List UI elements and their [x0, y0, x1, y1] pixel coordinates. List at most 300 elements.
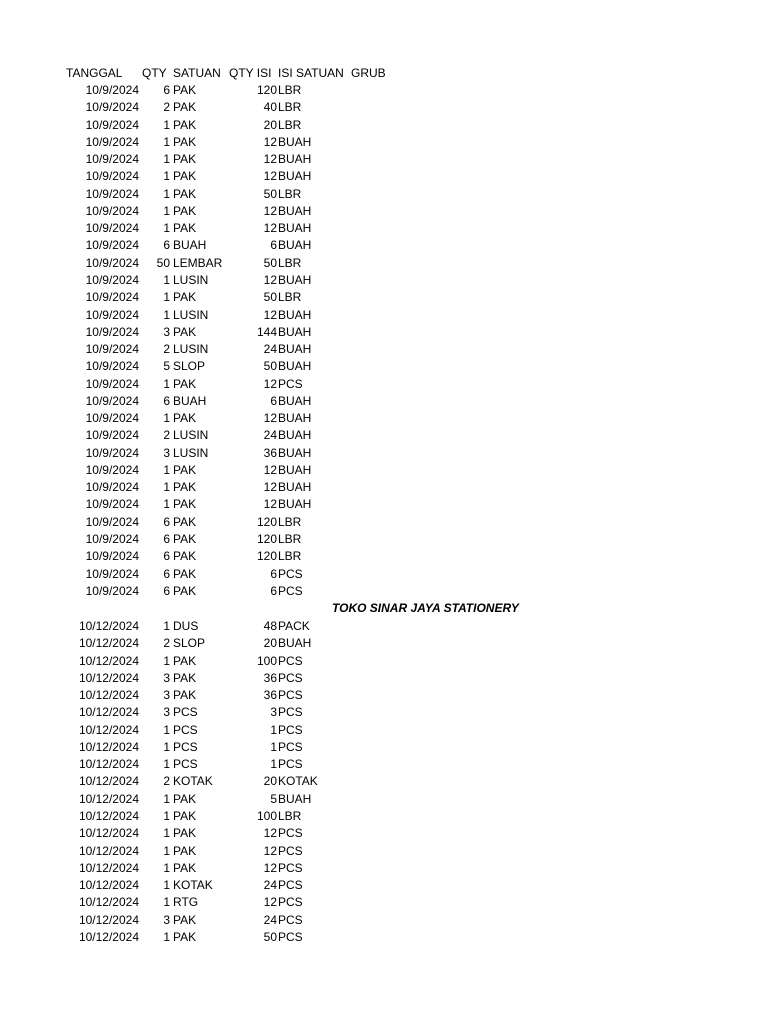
table-row: [0, 653, 768, 670]
cell-isi-satuan: PCS: [278, 739, 303, 754]
cell-qty-isi: 12: [263, 134, 277, 149]
cell-tanggal: 10/9/2024: [85, 566, 139, 581]
cell-qty: 6: [163, 514, 170, 529]
cell-qty: 1: [163, 307, 170, 322]
cell-qty-isi: 5: [270, 791, 277, 806]
store-banner: TOKO SINAR JAYA STATIONERY: [332, 601, 519, 615]
table-row: [0, 860, 768, 877]
table-row: [0, 670, 768, 687]
cell-satuan: PAK: [173, 514, 197, 529]
cell-isi-satuan: KOTAK: [278, 774, 318, 789]
cell-qty: 3: [163, 688, 170, 703]
cell-tanggal: 10/9/2024: [85, 152, 139, 167]
table-row: [0, 894, 768, 911]
cell-qty: 1: [163, 860, 170, 875]
cell-satuan: PAK: [173, 290, 197, 305]
cell-isi-satuan: PCS: [278, 688, 303, 703]
cell-satuan: PAK: [173, 324, 197, 339]
cell-satuan: PAK: [173, 929, 197, 944]
cell-qty: 5: [163, 359, 170, 374]
cell-satuan: RTG: [173, 895, 199, 910]
table-row: [0, 168, 768, 185]
cell-satuan: BUAH: [173, 393, 207, 408]
cell-tanggal: 10/12/2024: [78, 722, 139, 737]
cell-qty-isi: 36: [263, 688, 277, 703]
cell-qty-isi: 6: [270, 238, 277, 253]
cell-satuan: PAK: [173, 860, 197, 875]
table-row: [0, 773, 768, 790]
cell-qty: 1: [163, 619, 170, 633]
cell-isi-satuan: PCS: [278, 895, 303, 910]
cell-qty-isi: 50: [263, 186, 277, 201]
cell-tanggal: 10/9/2024: [85, 514, 139, 529]
cell-isi-satuan: LBR: [278, 514, 302, 529]
cell-isi-satuan: BUAH: [278, 497, 312, 512]
cell-qty-isi: 24: [263, 428, 277, 443]
cell-isi-satuan: BUAH: [278, 134, 312, 149]
cell-satuan: PAK: [173, 549, 197, 564]
cell-tanggal: 10/9/2024: [85, 428, 139, 443]
cell-qty-isi: 12: [263, 307, 277, 322]
cell-isi-satuan: BUAH: [278, 203, 312, 218]
cell-satuan: SLOP: [173, 636, 206, 651]
cell-qty: 1: [163, 808, 170, 823]
cell-isi-satuan: LBR: [278, 290, 302, 305]
cell-qty-isi: 12: [263, 860, 277, 875]
table-row: [0, 237, 768, 254]
cell-satuan: PAK: [173, 653, 197, 668]
header-isi-satuan: ISI SATUAN: [278, 66, 344, 80]
cell-tanggal: 10/12/2024: [78, 929, 139, 944]
header-satuan: SATUAN: [173, 66, 221, 80]
cell-qty-isi: 12: [263, 480, 277, 495]
cell-isi-satuan: PCS: [278, 583, 303, 598]
cell-qty-isi: 24: [263, 342, 277, 357]
cell-tanggal: 10/12/2024: [78, 739, 139, 754]
header-qty-isi: QTY ISI: [229, 66, 272, 80]
table-row: [0, 324, 768, 341]
cell-tanggal: 10/9/2024: [85, 290, 139, 305]
cell-qty: 2: [163, 636, 170, 651]
cell-isi-satuan: BUAH: [278, 307, 312, 322]
cell-isi-satuan: PCS: [278, 722, 303, 737]
cell-satuan: PAK: [173, 808, 197, 823]
table-row: [0, 462, 768, 479]
cell-tanggal: 10/9/2024: [85, 376, 139, 391]
cell-tanggal: 10/9/2024: [85, 445, 139, 460]
cell-qty-isi: 12: [263, 152, 277, 167]
cell-satuan: PAK: [173, 186, 197, 201]
cell-satuan: PAK: [173, 152, 197, 167]
cell-isi-satuan: LBR: [278, 549, 302, 564]
cell-isi-satuan: LBR: [278, 532, 302, 547]
table-row: [0, 531, 768, 548]
cell-tanggal: 10/9/2024: [85, 462, 139, 477]
table-row: [0, 220, 768, 237]
cell-qty: 6: [163, 83, 170, 97]
cell-tanggal: 10/12/2024: [78, 757, 139, 772]
cell-satuan: LUSIN: [173, 307, 209, 322]
cell-qty: 1: [163, 895, 170, 910]
cell-satuan: PAK: [173, 411, 197, 426]
cell-isi-satuan: PCS: [278, 826, 303, 841]
cell-satuan: PAK: [173, 83, 197, 97]
cell-qty-isi: 6: [270, 583, 277, 598]
cell-satuan: DUS: [173, 619, 199, 633]
table-row: [0, 307, 768, 324]
table-row: [0, 566, 768, 583]
cell-tanggal: 10/12/2024: [78, 619, 139, 633]
cell-isi-satuan: BUAH: [278, 342, 312, 357]
cell-tanggal: 10/9/2024: [85, 238, 139, 253]
cell-qty-isi: 50: [263, 929, 277, 944]
cell-qty: 1: [163, 290, 170, 305]
cell-qty: 3: [163, 705, 170, 720]
cell-tanggal: 10/9/2024: [85, 255, 139, 270]
cell-qty: 1: [163, 462, 170, 477]
cell-qty-isi: 120: [256, 549, 277, 564]
cell-satuan: LUSIN: [173, 342, 209, 357]
table-row: [0, 341, 768, 358]
cell-isi-satuan: BUAH: [278, 152, 312, 167]
cell-qty-isi: 12: [263, 843, 277, 858]
cell-qty: 2: [163, 774, 170, 789]
table-row: [0, 912, 768, 929]
cell-isi-satuan: LBR: [278, 100, 302, 115]
cell-tanggal: 10/9/2024: [85, 583, 139, 598]
table-row: [0, 393, 768, 410]
cell-isi-satuan: PCS: [278, 670, 303, 685]
header-row: [0, 65, 768, 82]
cell-qty-isi: 12: [263, 895, 277, 910]
cell-qty: 3: [163, 912, 170, 927]
cell-qty: 1: [163, 272, 170, 287]
cell-qty-isi: 20: [263, 117, 277, 132]
cell-tanggal: 10/12/2024: [78, 636, 139, 651]
cell-isi-satuan: PCS: [278, 376, 303, 391]
cell-isi-satuan: PCS: [278, 653, 303, 668]
cell-tanggal: 10/12/2024: [78, 912, 139, 927]
cell-tanggal: 10/9/2024: [85, 480, 139, 495]
cell-qty: 1: [163, 826, 170, 841]
cell-tanggal: 10/9/2024: [85, 532, 139, 547]
table-row: [0, 82, 768, 99]
cell-isi-satuan: PCS: [278, 912, 303, 927]
table-row: [0, 756, 768, 773]
table-row: [0, 99, 768, 116]
cell-isi-satuan: BUAH: [278, 636, 312, 651]
cell-satuan: PAK: [173, 670, 197, 685]
header-qty: QTY: [142, 66, 167, 80]
cell-qty-isi: 40: [263, 100, 277, 115]
cell-satuan: PCS: [173, 757, 198, 772]
cell-qty-isi: 50: [263, 290, 277, 305]
cell-tanggal: 10/9/2024: [85, 342, 139, 357]
cell-isi-satuan: BUAH: [278, 393, 312, 408]
cell-tanggal: 10/12/2024: [78, 653, 139, 668]
cell-isi-satuan: BUAH: [278, 480, 312, 495]
cell-satuan: PAK: [173, 843, 197, 858]
cell-satuan: PAK: [173, 376, 197, 391]
cell-qty: 6: [163, 532, 170, 547]
table-row: [0, 358, 768, 375]
cell-isi-satuan: LBR: [278, 808, 302, 823]
table-row: [0, 704, 768, 721]
table-row: [0, 186, 768, 203]
cell-satuan: LUSIN: [173, 428, 209, 443]
cell-satuan: PCS: [173, 705, 198, 720]
cell-qty: 1: [163, 791, 170, 806]
cell-qty: 1: [163, 169, 170, 184]
cell-qty-isi: 36: [263, 670, 277, 685]
cell-tanggal: 10/12/2024: [78, 774, 139, 789]
cell-isi-satuan: BUAH: [278, 428, 312, 443]
cell-tanggal: 10/12/2024: [78, 705, 139, 720]
table-row: [0, 843, 768, 860]
cell-tanggal: 10/9/2024: [85, 83, 139, 97]
cell-satuan: PAK: [173, 221, 197, 236]
table-row: [0, 791, 768, 808]
cell-qty-isi: 3: [270, 705, 277, 720]
table-row: [0, 877, 768, 894]
cell-isi-satuan: LBR: [278, 255, 302, 270]
cell-satuan: PAK: [173, 532, 197, 547]
cell-isi-satuan: BUAH: [278, 462, 312, 477]
table-row: [0, 496, 768, 513]
cell-satuan: PAK: [173, 480, 197, 495]
cell-qty: 1: [163, 843, 170, 858]
cell-qty-isi: 6: [270, 566, 277, 581]
cell-qty-isi: 12: [263, 826, 277, 841]
table-row: [0, 929, 768, 946]
cell-qty: 1: [163, 186, 170, 201]
cell-satuan: PAK: [173, 688, 197, 703]
cell-satuan: PAK: [173, 134, 197, 149]
cell-qty: 2: [163, 342, 170, 357]
table-row: [0, 151, 768, 168]
cell-isi-satuan: BUAH: [278, 791, 312, 806]
cell-satuan: PAK: [173, 462, 197, 477]
cell-qty: 6: [163, 583, 170, 598]
cell-tanggal: 10/9/2024: [85, 100, 139, 115]
header-tanggal: TANGGAL: [66, 66, 123, 80]
cell-qty: 1: [163, 653, 170, 668]
cell-satuan: PAK: [173, 826, 197, 841]
cell-isi-satuan: PCS: [278, 705, 303, 720]
cell-tanggal: 10/9/2024: [85, 169, 139, 184]
cell-qty: 1: [163, 722, 170, 737]
table-row: [0, 203, 768, 220]
cell-qty: 1: [163, 117, 170, 132]
cell-isi-satuan: LBR: [278, 186, 302, 201]
cell-tanggal: 10/9/2024: [85, 324, 139, 339]
cell-isi-satuan: BUAH: [278, 238, 312, 253]
cell-qty: 6: [163, 549, 170, 564]
cell-qty-isi: 120: [256, 514, 277, 529]
cell-qty: 3: [163, 324, 170, 339]
cell-satuan: PAK: [173, 791, 197, 806]
cell-satuan: LEMBAR: [173, 255, 223, 270]
cell-qty-isi: 50: [263, 255, 277, 270]
table-row: [0, 548, 768, 565]
cell-tanggal: 10/12/2024: [78, 808, 139, 823]
cell-satuan: PCS: [173, 739, 198, 754]
cell-satuan: PAK: [173, 566, 197, 581]
cell-qty-isi: 120: [256, 83, 277, 97]
cell-qty-isi: 12: [263, 203, 277, 218]
cell-satuan: BUAH: [173, 238, 207, 253]
cell-isi-satuan: LBR: [278, 117, 302, 132]
cell-tanggal: 10/9/2024: [85, 549, 139, 564]
cell-qty-isi: 12: [263, 462, 277, 477]
table-row: [0, 583, 768, 600]
table-row: [0, 289, 768, 306]
cell-qty-isi: 12: [263, 169, 277, 184]
cell-satuan: PCS: [173, 722, 198, 737]
table-row: [0, 445, 768, 462]
cell-qty-isi: 24: [263, 878, 277, 893]
cell-tanggal: 10/12/2024: [78, 826, 139, 841]
cell-tanggal: 10/12/2024: [78, 688, 139, 703]
cell-qty-isi: 12: [263, 221, 277, 236]
cell-tanggal: 10/9/2024: [85, 393, 139, 408]
cell-qty-isi: 12: [263, 497, 277, 512]
cell-qty-isi: 6: [270, 393, 277, 408]
table-row: [0, 722, 768, 739]
cell-tanggal: 10/9/2024: [85, 411, 139, 426]
cell-qty: 1: [163, 134, 170, 149]
cell-isi-satuan: BUAH: [278, 445, 312, 460]
cell-qty: 1: [163, 152, 170, 167]
cell-qty: 1: [163, 497, 170, 512]
cell-qty: 6: [163, 393, 170, 408]
cell-qty: 3: [163, 445, 170, 460]
cell-qty: 1: [163, 376, 170, 391]
cell-qty: 1: [163, 203, 170, 218]
cell-tanggal: 10/9/2024: [85, 359, 139, 374]
cell-isi-satuan: PCS: [278, 757, 303, 772]
table-row: [0, 272, 768, 289]
cell-tanggal: 10/12/2024: [78, 843, 139, 858]
cell-qty-isi: 100: [256, 808, 277, 823]
cell-qty: 1: [163, 480, 170, 495]
cell-qty: 1: [163, 878, 170, 893]
cell-qty: 50: [156, 255, 170, 270]
cell-isi-satuan: PCS: [278, 878, 303, 893]
cell-satuan: SLOP: [173, 359, 206, 374]
cell-qty-isi: 1: [270, 739, 277, 754]
cell-satuan: KOTAK: [173, 774, 213, 789]
cell-isi-satuan: BUAH: [278, 169, 312, 184]
cell-qty-isi: 20: [263, 636, 277, 651]
header-grub: GRUB: [351, 66, 386, 80]
cell-tanggal: 10/9/2024: [85, 186, 139, 201]
cell-isi-satuan: BUAH: [278, 272, 312, 287]
cell-tanggal: 10/12/2024: [78, 860, 139, 875]
cell-isi-satuan: BUAH: [278, 221, 312, 236]
cell-qty-isi: 12: [263, 272, 277, 287]
cell-isi-satuan: PCS: [278, 843, 303, 858]
cell-tanggal: 10/9/2024: [85, 307, 139, 322]
cell-tanggal: 10/9/2024: [85, 203, 139, 218]
cell-tanggal: 10/12/2024: [78, 878, 139, 893]
cell-qty: 1: [163, 757, 170, 772]
cell-isi-satuan: PCS: [278, 929, 303, 944]
cell-isi-satuan: PCS: [278, 566, 303, 581]
table-row: [0, 255, 768, 272]
table-row: [0, 635, 768, 652]
cell-tanggal: 10/12/2024: [78, 670, 139, 685]
table-row: [0, 739, 768, 756]
table-row: [0, 376, 768, 393]
cell-qty-isi: 120: [256, 532, 277, 547]
cell-satuan: PAK: [173, 203, 197, 218]
cell-tanggal: 10/9/2024: [85, 221, 139, 236]
cell-qty: 3: [163, 670, 170, 685]
cell-isi-satuan: BUAH: [278, 324, 312, 339]
cell-qty: 2: [163, 100, 170, 115]
cell-qty: 6: [163, 566, 170, 581]
cell-satuan: LUSIN: [173, 445, 209, 460]
cell-qty-isi: 1: [270, 722, 277, 737]
cell-qty-isi: 100: [256, 653, 277, 668]
cell-satuan: KOTAK: [173, 878, 213, 893]
table-row: [0, 514, 768, 531]
cell-qty-isi: 1: [270, 757, 277, 772]
cell-isi-satuan: PACK: [278, 619, 310, 633]
cell-tanggal: 10/9/2024: [85, 497, 139, 512]
cell-qty-isi: 50: [263, 359, 277, 374]
cell-isi-satuan: BUAH: [278, 411, 312, 426]
cell-qty-isi: 24: [263, 912, 277, 927]
table-row: [0, 618, 768, 635]
table-row: [0, 410, 768, 427]
table-row: [0, 825, 768, 842]
cell-tanggal: 10/12/2024: [78, 895, 139, 910]
cell-satuan: PAK: [173, 912, 197, 927]
cell-qty-isi: 12: [263, 411, 277, 426]
cell-tanggal: 10/9/2024: [85, 117, 139, 132]
table-row: [0, 427, 768, 444]
cell-qty: 1: [163, 221, 170, 236]
cell-isi-satuan: PCS: [278, 860, 303, 875]
table-row: [0, 687, 768, 704]
cell-qty: 1: [163, 739, 170, 754]
cell-qty-isi: 48: [263, 619, 277, 633]
cell-satuan: PAK: [173, 100, 197, 115]
cell-satuan: PAK: [173, 169, 197, 184]
cell-qty-isi: 144: [256, 324, 277, 339]
cell-satuan: PAK: [173, 583, 197, 598]
cell-qty-isi: 36: [263, 445, 277, 460]
cell-isi-satuan: BUAH: [278, 359, 312, 374]
cell-qty: 1: [163, 411, 170, 426]
cell-satuan: PAK: [173, 497, 197, 512]
table-row: [0, 134, 768, 151]
cell-qty: 2: [163, 428, 170, 443]
table-row: [0, 117, 768, 134]
cell-tanggal: 10/12/2024: [78, 791, 139, 806]
cell-qty: 6: [163, 238, 170, 253]
table-row: [0, 808, 768, 825]
cell-qty-isi: 20: [263, 774, 277, 789]
cell-satuan: PAK: [173, 117, 197, 132]
cell-qty: 1: [163, 929, 170, 944]
cell-tanggal: 10/9/2024: [85, 272, 139, 287]
cell-isi-satuan: LBR: [278, 83, 302, 97]
table-row: [0, 479, 768, 496]
cell-qty-isi: 12: [263, 376, 277, 391]
